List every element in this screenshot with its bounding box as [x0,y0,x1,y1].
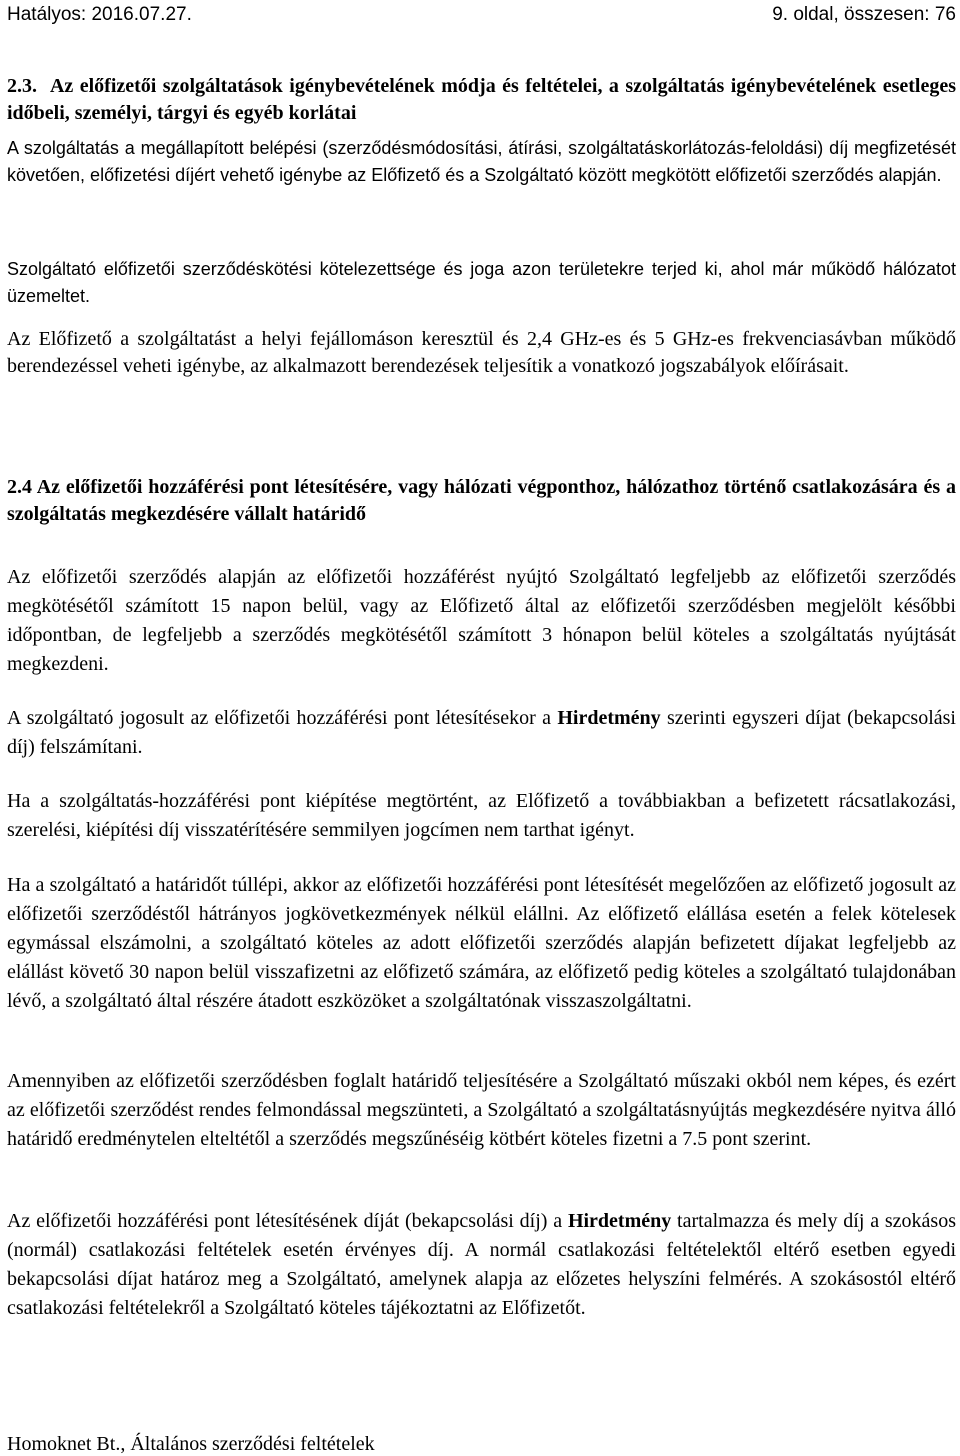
paragraph [7,1207,956,1323]
paragraph-text: szerinti egyszeri díjat (bekapcsolási díj) felszámítani. [7,707,956,758]
paragraph-text: A szolgáltató jogosult az előfizetői hozzáférési pont létesítésekor a [7,707,558,729]
paragraph: Amennyiben az előfizetői szerződésben foglalt határidő teljesítésére a Szolgáltató műszaki okból nem képes, és ezért az előfizetői szerződést rendes felmondással megszünteti, a Szolgáltató a szolgáltatásnyújtás megkezdésére nyitva álló határidő eredménytelen elteltétől a szerződés megszűnéséig kötbért köteles fizetni a 7.5 pont szerint. [7,1070,956,1150]
paragraph: Szolgáltató előfizetői szerződéskötési kötelezettsége és joga azon területekre terjed ki, ahol már működő hálózatot üzemeltet. [7,259,956,306]
paragraph: Ha a szolgáltató a határidőt túllépi, akkor az előfizetői hozzáférési pont létesítését megelőzően az előfizető jogosult az előfizetői szerződéstől hátrányos jogkövetkezmények nélkül elállni. Az előfizető elállása esetén a felek kötelesek egymással elszámolni, a szolgáltató köteles az adott előfizetői szerződés alapján befizetett díjakat legfeljebb az elállást követő 30 napon belül visszafizetni az előfizető számára, az előfizető pedig köteles a szolgáltató tulajdonában lévő, a szolgáltató által részére átadott eszközöket a szolgáltatónak visszaszolgáltatni. [7,874,956,1012]
section-title: Az előfizetői hozzáférési pont létesítésére, vagy hálózati végponthoz, hálózathoz történő csatlakozására és a szolgáltatás megkezdésére vállalt határidő [7,476,956,525]
paragraph: Az előfizetői szerződés alapján az előfizetői hozzáférést nyújtó Szolgáltató legfeljebb az előfizetői szerződés megkötésétől számított 15 napon belül, vagy az Előfizető által az előfizetői szerződésben megjelölt későbbi időpontban, de legfeljebb a szerződés megkötésétől számított 3 hónapon belül köteles a szolgáltatás nyújtását megkezdeni. [7,566,956,675]
page-info: 9. oldal, összesen: 76 [772,4,956,25]
effective-date: Hatályos: 2016.07.27. [7,4,192,25]
section-2-3-heading [7,73,956,127]
paragraph: Ha a szolgáltatás-hozzáférési pont kiépítése megtörtént, az Előfizető a továbbiakban a befizetett rácsatlakozási, szerelési, kiépítési díj visszatérítésére semmilyen jogcímen nem tarthat igényt. [7,790,956,841]
footer-company: Homoknet Bt., Általános szerződési feltételek [7,1433,375,1455]
paragraph: Az Előfizető a szolgáltatást a helyi fejállomáson keresztül és 2,4 GHz-es és 5 GHz-es frekvenciasávban működő berendezéssel veheti igénybe, az alkalmazott berendezések teljesítik a vonatkozó jogszabályok előírásait. [7,328,956,377]
section-2-4-heading [7,474,956,528]
section-title: Az előfizetői szolgáltatások igénybevételének módja és feltételei, a szolgáltatás igénybevételének esetleges időbeli, személyi, tárgyi és egyéb korlátai [7,75,956,124]
section-number: 2.3. [7,75,37,97]
hirdetmeny-emphasis: Hirdetmény [557,707,661,729]
paragraph [7,704,956,762]
document-page [7,0,956,1456]
paragraph: A szolgáltatás a megállapított belépési (szerződésmódosítási, átírási, szolgáltatáskorlátozás-feloldási) díj megfizetését követően, előfizetési díjért vehető igénybe az Előfizető és a Szolgáltató között megkötött előfizetői szerződés alapján. [7,138,956,185]
paragraph-text: Az előfizetői hozzáférési pont létesítésének díját (bekapcsolási díj) a [7,1210,568,1232]
paragraph-text: tartalmazza és mely díj a szokásos (normál) csatlakozási feltételek esetén érvényes díj. A normál csatlakozási feltételektől eltérő esetben egyedi bekapcsolási díjat határoz meg a Szolgáltató, amelynek alapja az előzetes helyszíni felmérés. A szokásostól eltérő csatlakozási feltételekről a Szolgáltató köteles tájékoztatni az Előfizetőt. [7,1210,956,1319]
hirdetmeny-emphasis: Hirdetmény [567,1210,672,1232]
section-number: 2.4 [7,476,32,498]
